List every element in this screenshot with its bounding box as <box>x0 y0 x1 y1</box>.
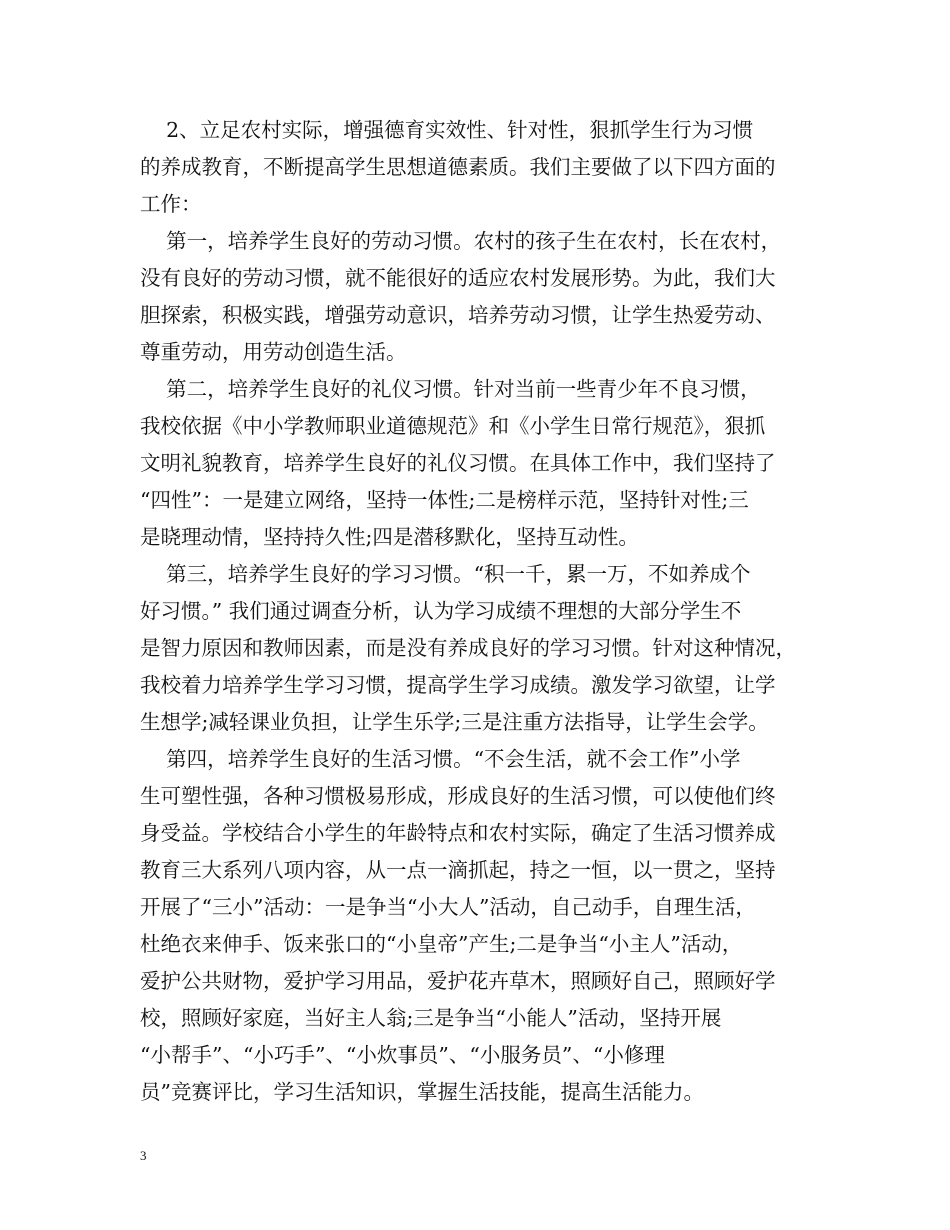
text-line: 教育三大系列八项内容，从一点一滴抓起，持之一恒，以一贯之，坚持 <box>140 858 776 882</box>
text-line: “小帮手”、“小巧手”、“小炊事员”、“小服务员”、“小修理 <box>140 1043 665 1067</box>
text-line: 我校依据《中小学教师职业道德规范》和《小学生日常行规范》，狠抓 <box>140 414 766 438</box>
text-line: 杜绝衣来伸手、饭来张口的“小皇帝”产生;二是争当“小主人”活动， <box>140 932 743 956</box>
text-line: 生想学;减轻课业负担，让学生乐学;三是注重方法指导，让学生会学。 <box>140 710 769 734</box>
text-line: 尊重劳动，用劳动创造生活。 <box>140 340 407 364</box>
text-line: 开展了“三小”活动：一是争当“小大人”活动，自己动手，自理生活， <box>140 895 756 919</box>
text-line: 文明礼貌教育，培养学生良好的礼仪习惯。在具体工作中，我们坚持了 <box>140 451 776 475</box>
text-line: 的养成教育，不断提高学生思想道德素质。我们主要做了以下四方面的 <box>140 155 776 179</box>
text-line: 我校着力培养学生学习习惯，提高学生学习成绩。激发学习欲望，让学 <box>140 673 776 697</box>
text-line: 是智力原因和教师因素，而是没有养成良好的学习习惯。针对这种情况， <box>140 636 796 660</box>
text-line: 员”竞赛评比，学习生活知识，掌握生活技能，提高生活能力。 <box>140 1080 704 1104</box>
text-line: 生可塑性强，各种习惯极易形成，形成良好的生活习惯，可以使他们终 <box>140 784 776 808</box>
text-line: 校，照顾好家庭，当好主人翁;三是争当“小能人”活动，坚持开展 <box>140 1006 722 1030</box>
text-line: 第四，培养学生良好的生活习惯。“不会生活，就不会工作”小学 <box>140 747 741 771</box>
text-line: 第一，培养学生良好的劳动习惯。农村的孩子生在农村，长在农村， <box>140 229 782 253</box>
text-line: 没有良好的劳动习惯，就不能很好的适应农村发展形势。为此，我们大 <box>140 266 776 290</box>
text-line: 是晓理动情，坚持持久性;四是潜移默化，坚持互动性。 <box>140 525 639 549</box>
text-line: 爱护公共财物，爱护学习用品，爱护花卉草木，照顾好自己，照顾好学 <box>140 969 776 993</box>
text-line: 胆探索，积极实践，增强劳动意识，培养劳动习惯，让学生热爱劳动、 <box>140 303 776 327</box>
page-number: 3 <box>140 1148 147 1163</box>
text-line: 身受益。学校结合小学生的年龄特点和农村实际，确定了生活习惯养成 <box>140 821 776 845</box>
text-line: 2、立足农村实际，增强德育实效性、针对性，狠抓学生行为习惯 <box>140 118 754 142</box>
text-line: “四性”：一是建立网络，坚持一体性;二是榜样示范，坚持针对性;三 <box>140 488 749 512</box>
text-line: 第三，培养学生良好的学习习惯。“积一千，累一万，不如养成个 <box>140 562 751 586</box>
text-line: 第二，培养学生良好的礼仪习惯。针对当前一些青少年不良习惯， <box>140 377 761 401</box>
text-line: 工作： <box>140 192 202 216</box>
text-line: 好习惯。” 我们通过调查分析，认为学习成绩不理想的大部分学生不 <box>140 599 742 623</box>
